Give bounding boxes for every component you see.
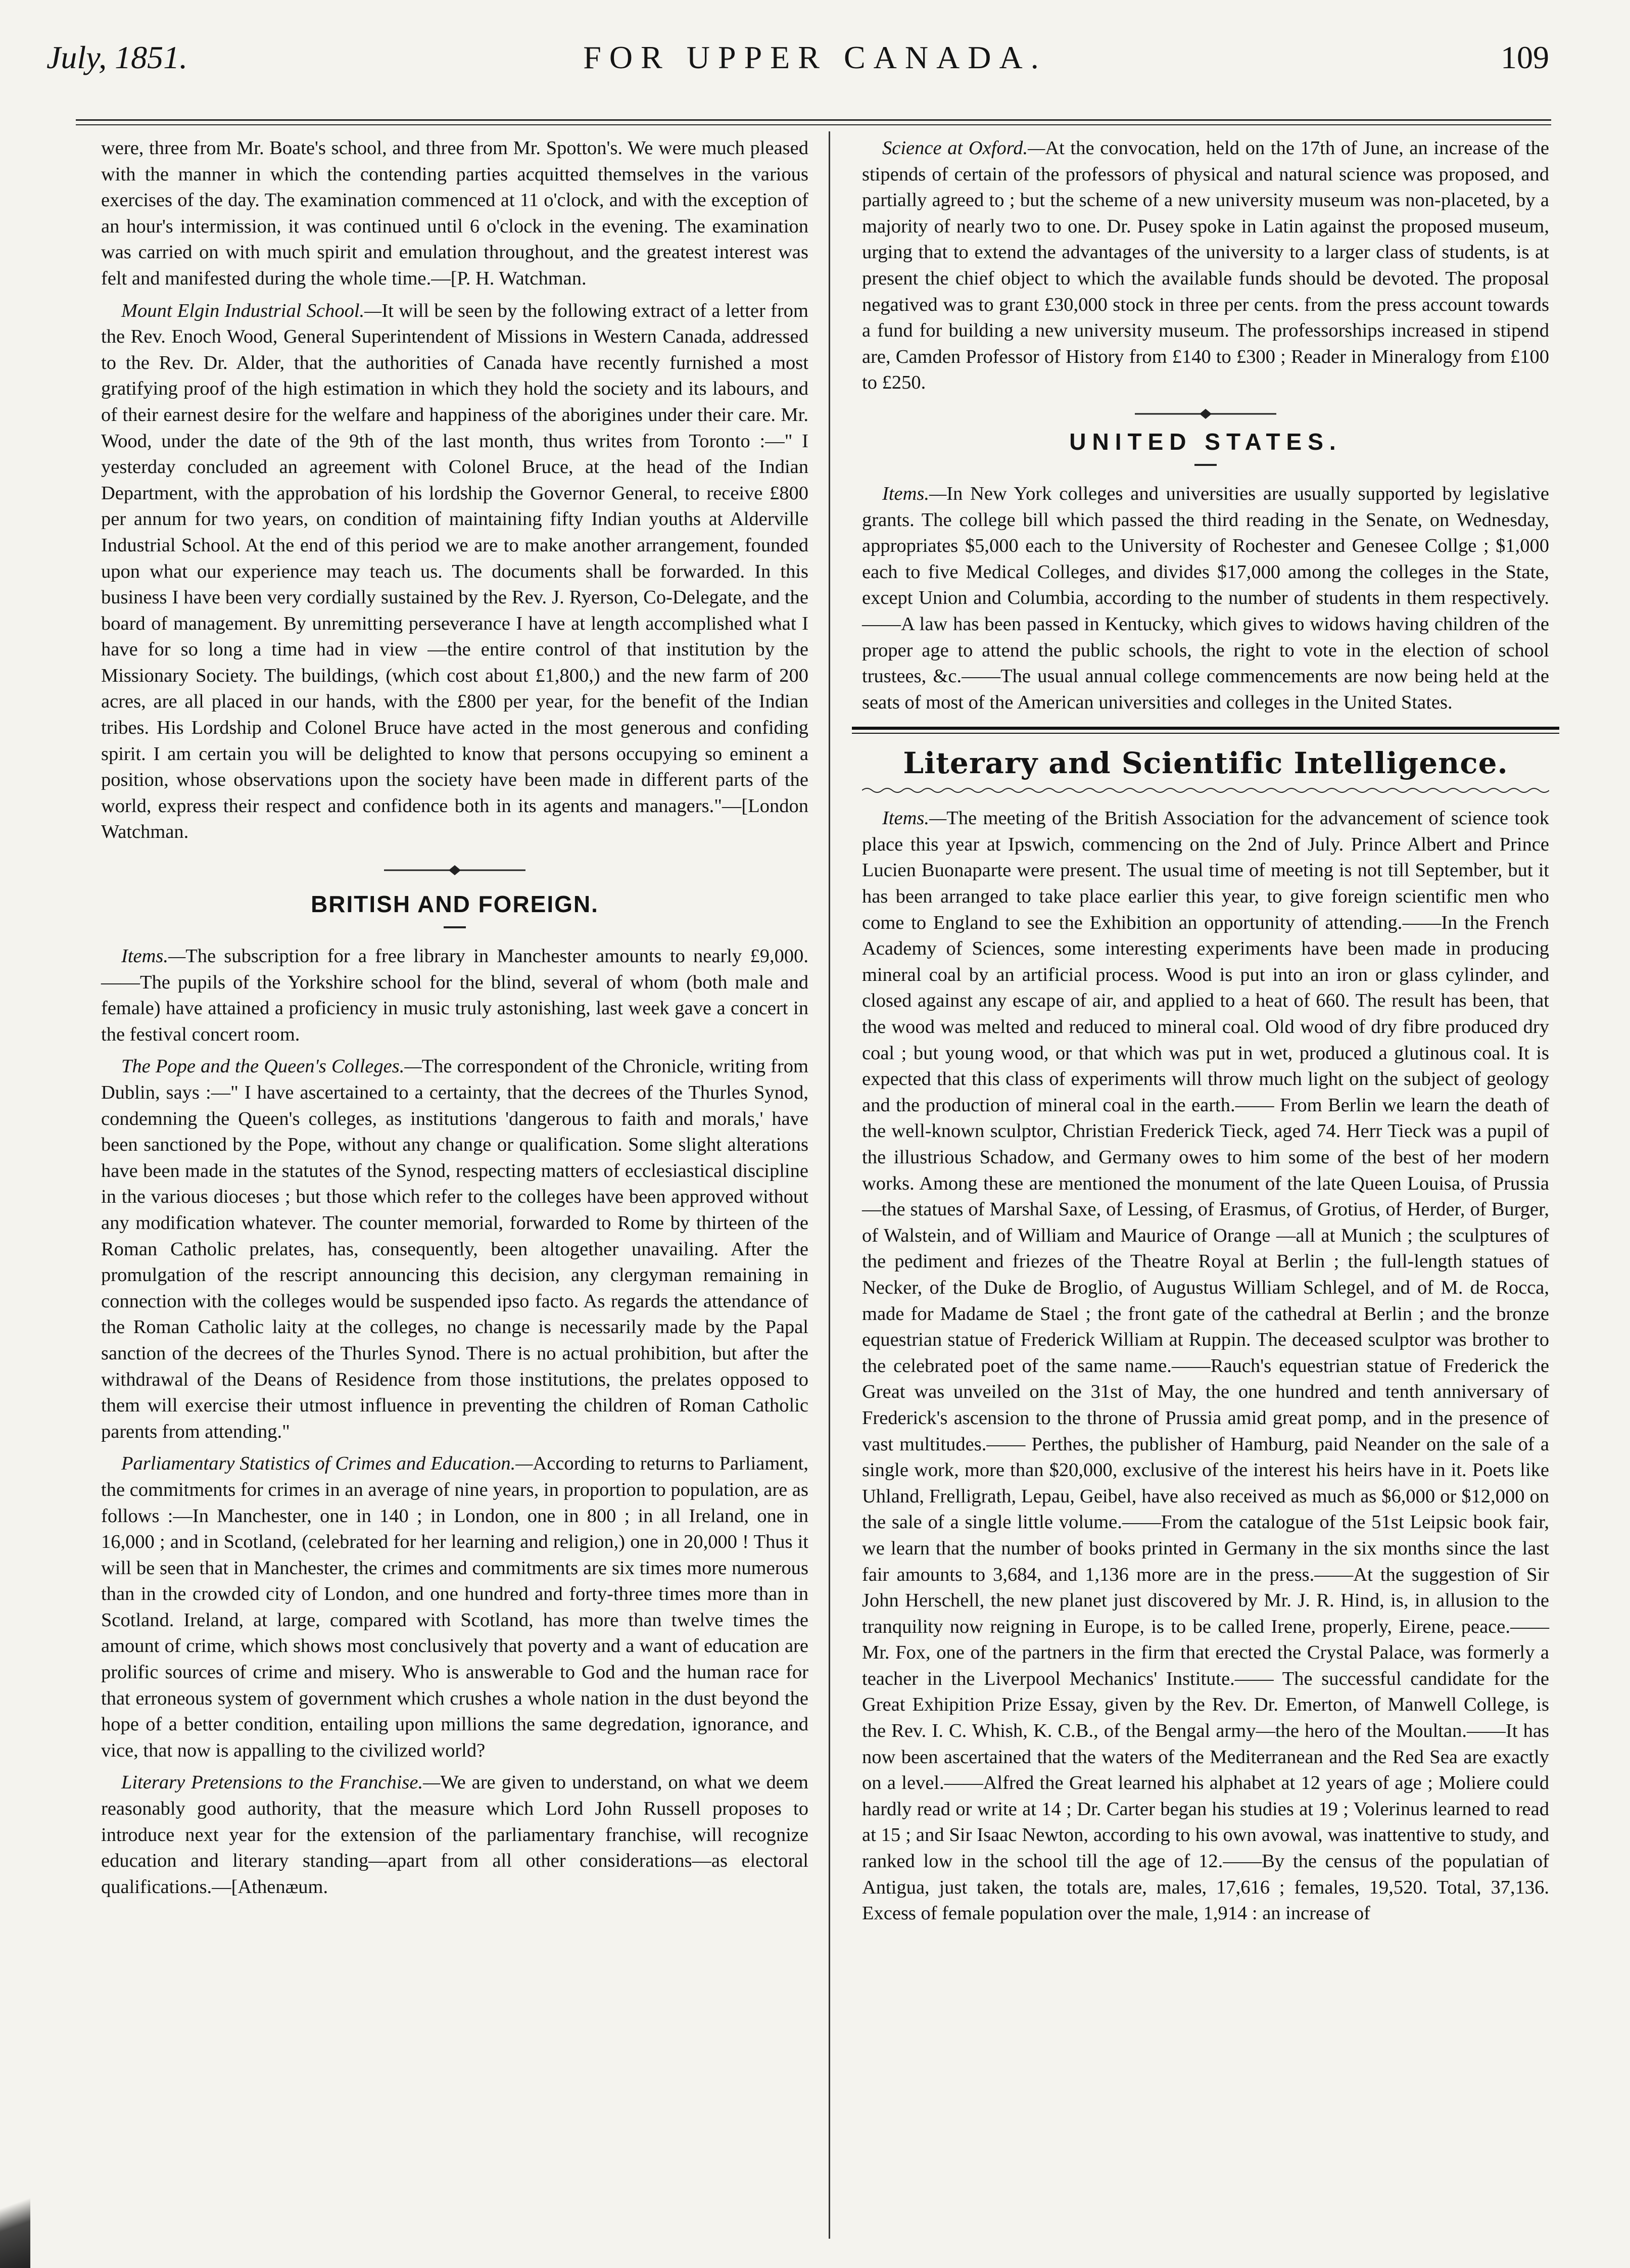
- ornament-divider-icon: [379, 863, 531, 878]
- wavy-rule-icon: [862, 784, 1549, 796]
- column-divider: [829, 131, 830, 2239]
- article-body: The subscription for a free library in Manchester amounts to nearly £9,000.——The pupils of the Yorkshire school for the blind, several of whom (both male and female) have attained a proficiency in music truly astonishing, last week gave a concert in the festival concert room.: [101, 946, 808, 1045]
- article-lead: Items.—: [121, 946, 186, 967]
- page-edge-shadow: [0, 2162, 30, 2268]
- article-body: The meeting of the British Association for the advancement of science took place this year at Ipswich, commencing on the 2nd of July. Prince Albert and Prince Lucien Buonaparte were present. The usual time of meeting is not till September, but it has been arranged to take place earlier this year, to give foreign scientific men who come to England to see the Exhibition an opportunity of attending.——In the French Academy of Sciences, some interesting experiments have been made in producing mineral coal by an artificial process. Wood is put into an iron or glass cylinder, and closed against any escape of air, and applied to a heat of 660. The result has been, that the wood was melted and reduced to mineral coal. Old wood of dry fibre produced dry coal ; but young wood, or that which was put in wet, produced a glutinous coal. It is expected that this class of experiments will throw much light on the subject of geology and the production of mineral coal in the earth.—— From Berlin we learn the death of the well-known sculptor, Christian Frederick Tieck, aged 74. Herr Tieck was a pupil of the illustrious Schadow, and Germany owes to him some of the best of her modern works. Among these are mentioned the monument of the late Queen Louisa, of Prussia—the statues of Marshal Saxe, of Lessing, of Erasmus, of Grotius, of Herder, of Burger, of Walstein, and of William and Maurice of Orange —all at Munich ; the sculptures of the pediment and friezes of the Theatre Royal at Berlin ; the full-length statues of Necker, of the Duke de Broglio, of Augustus William Schlegel, and of M. de Rocca, made for Madame de Stael ; the front gate of the cathedral at Berlin ; and the bronze equestrian statue of Frederick William at Ruppin. The deceased sculptor was brother to the celebrated poet of the same name.——Rauch's equestrian statue of Frederick the Great was unveiled on the 31st of May, the one hundred and tenth anniversary of Frederick's ascension to the throne of Prussia amid great pomp, and in the presence of vast multitudes.—— Perthes, the publisher of Hamburg, paid Neander on the sale of a single work, more than $20,000, exclusive of the interest his heirs have in it. Poets like Uhland, Frelligrath, Lepau, Geibel, have also received as much as $6,000 or $12,000 on the sale of a single little volume.——From the catalogue of the 51st Leipsic book fair, we learn that the number of books printed in Germany in the six months since the last fair amounts to 3,684, and 1,136 more are in the press.——At the suggestion of Sir John Herschell, the new planet just discovered by Mr. J. R. Hind, is, in allusion to the tranquility now reigning in Europe, is to be called Irene, properly, Eirene, peace.——Mr. Fox, one of the partners in the firm that erected the Crystal Palace, was formerly a teacher in the Liverpool Mechanics' Institute.—— The successful candidate for the Great Exhipition Prize Essay, given by the Rev. Dr. Emerton, of Manwell College, is the Rev. I. C. Whish, K. C.B., of the Bengal army—the hero of the Moultan.——It has now been ascertained that the waters of the Mediterranean and the Red Sea are exactly on a level.——Alfred the Great learned his alphabet at 12 years of age ; Moliere could hardly read or write at 14 ; Dr. Carter began his studies at 19 ; Volerinus learned to read at 15 ; and Sir Isaac Newton, according to his own avowal, was inattentive to study, and ranked low in the school till the age of 12.——By the census of the populatian of Antigua, just taken, the totals are, males, 17,616 ; females, 19,520. Total, 37,136. Excess of female population over the male, 1,914 : an increase of: [862, 808, 1549, 1924]
- article-lead: Literary Pretensions to the Franchise.—: [121, 1772, 441, 1793]
- article-lead: Mount Elgin Industrial School.—: [121, 300, 382, 321]
- header-rule: [76, 119, 1551, 121]
- section-heading-literary-scientific: Literary and Scientific Intelligence.: [903, 746, 1508, 781]
- article-literary-items: [862, 806, 1549, 1927]
- article-parliamentary: [101, 1451, 808, 1764]
- article-lead: Items.—: [882, 483, 947, 504]
- section-double-rule: [852, 727, 1559, 734]
- article-body: In New York colleges and universities are usually supported by legislative grants. The college bill which passed the third reading in the Senate, on Wednesday, appropriates $5,000 each to the University of Rochester and Genesee Collge ; $1,000 each to five Medical Colleges, and divides $17,000 among the colleges in the State, except Union and Columbia, according to the number of students in them respectively.——A law has been passed in Kentucky, which gives to widows having children of the proper age to attend the public schools, the right to vote in the election of school trustees, &c.——The usual annual college commencements are now being held at the seats of most of the American universities and colleges in the United States.: [862, 483, 1549, 713]
- article-body: According to returns to Parliament, the commitments for crimes in an average of nine years, in proportion to population, are as follows :—In Manchester, one in 140 ; in London, one in 800 ; in all Ireland, one in 16,000 ; and in Scotland, (celebrated for her learning and religion,) one in 20,000 ! Thus it will be seen that in Manchester, the crimes and commitments are six times more numerous than in the crowded city of London, and one hundred and forty-three times more than in Scotland. Ireland, at large, compared with Scotland, has more than twelve times the amount of crime, which shows most conclusively that poverty and a want of education are prolific sources of crime and misery. Who is answerable to God and the human race for that erroneous system of government which crushes a whole nation in the dust beyond the hope of a better condition, entailing upon millions the same degredation, ignorance, and vice, that now is appalling to the civilized world?: [101, 1453, 808, 1761]
- left-column: [101, 135, 808, 1900]
- section-heading-british: BRITISH AND FOREIGN.: [311, 891, 599, 918]
- article-body: It will be seen by the following extract of a letter from the Rev. Enoch Wood, General Superintendent of Missions in Western Canada, addressed to the Rev. Dr. Alder, that the authorities of Canada have recently furnished a most gratifying proof of the high estimation in which they hold the society and its labours, and of their earnest desire for the welfare and happiness of the aborigines under their care. Mr. Wood, under the date of the 9th of the last month, thus writes from Toronto :—" I yesterday concluded an agreement with Colonel Bruce, at the head of the Indian Department, with the approbation of his lordship the Governor General, to receive £800 per annum for two years, on condition of maintaining fifty Indian youths at Alderville Industrial School. At the end of this period we are to make another arrangement, founded upon what our experience may teach us. The documents shall be forwarded. In this business I have been very cordially sustained by the Rev. J. Ryerson, Co-Delegate, and the board of management. By unremitting perseverance I have at length accomplished what I have for so long a time had in view —the entire control of that institution by the Missionary Society. The buildings, (which cost about £1,800,) and the new farm of 200 acres, are all placed in our hands, with the £800 per year, for the benefit of the Indian tribes. His Lordship and Colonel Bruce have acted in the most generous and confiding spirit. I am certain you will be delighted to know that persons occupying so eminent a position, whose observations upon the society have been made in different parts of the world, express their respect and confidence both in its agents and managers."—[London Watchman.: [101, 300, 808, 843]
- heading-dash: [444, 926, 466, 928]
- article-body: At the convocation, held on the 17th of June, an increase of the stipends of certain of the professors of physical and natural science was proposed, and partially agreed to ; but the scheme of a new university museum was non-placeted, by a majority of nearly two to one. Dr. Pusey spoke in Latin against the proposed museum, urging that to extend the advantages of the university to a larger class of students, is at present the chief object to which the available funds should be devoted. The proposal negatived was to grant £30,000 stock in three per cents. from the press account towards a fund for building a new university museum. The professorships increased in stipend are, Camden Professor of History from £140 to £300 ; Reader in Mineralogy from £100 to £250.: [862, 137, 1549, 394]
- article-lead: Science at Oxford.—: [882, 137, 1045, 159]
- header-title: FOR UPPER CANADA.: [583, 39, 1047, 75]
- heading-dash: [1194, 464, 1217, 466]
- header-rule-thin: [76, 124, 1551, 125]
- article-oxford: [862, 135, 1549, 396]
- article-us-items: [862, 481, 1549, 716]
- section-heading-united-states: UNITED STATES.: [1069, 428, 1342, 455]
- article-lead: The Pope and the Queen's Colleges.—: [121, 1056, 422, 1077]
- header-date: July, 1851.: [46, 39, 188, 75]
- right-column: [862, 135, 1549, 1927]
- page-number: 109: [1501, 39, 1549, 75]
- article-body: The correspondent of the Chronicle, writing from Dublin, says :—" I have ascertained to a certainty, that the decrees of the Thurles Synod, condemning the Queen's colleges, as institutions 'dangerous to faith and morals,' have been sanctioned by the Pope, without any change or qualification. Some slight alterations have been made in the statutes of the Synod, respecting matters of ecclesiastical discipline in the various dioceses ; but those which refer to the colleges have been approved without any modification whatever. The counter memorial, forwarded to Rome by thirteen of the Roman Catholic prelates, has, consequently, been altogether unavailing. After the promulgation of the rescript announcing this decision, any clergyman remaining in connection with the colleges would be suspended ipso facto. As regards the attendance of the Roman Catholic laity at the colleges, no change is necessarily made by the Papal sanction of the decrees of the Thurles Synod. There is no actual prohibition, but after the withdrawal of the Deans of Residence from those institutions, the prelates opposed to them will exercise their utmost influence in preventing the children of Roman Catholic parents from attending.": [101, 1056, 808, 1442]
- article-literary-franchise: [101, 1770, 808, 1900]
- ornament-divider-icon: [1130, 406, 1281, 421]
- article-lead: Parliamentary Statistics of Crimes and Education.—: [121, 1453, 533, 1475]
- article-pope: [101, 1054, 808, 1445]
- article-mount-elgin: [101, 298, 808, 845]
- article-continuation: were, three from Mr. Boate's school, and three from Mr. Spotton's. We were much pleased with the manner in which the contending parties acquitted themselves in the various exercises of the day. The examination commenced at 11 o'clock, and with the exception of an hour's intermission, it was continued until 6 o'clock in the evening. The examination was carried on with much spirit and emulation throughout, and the greatest interest was felt and manifested during the whole time.—[P. H. Watchman.: [101, 137, 808, 289]
- article-lead: Items.—: [882, 808, 947, 829]
- article-items: [101, 943, 808, 1048]
- article-body: We are given to understand, on what we deem reasonably good authority, that the measure which Lord John Russell proposes to introduce next year for the extension of the parliamentary franchise, will recognize education and literary standing—apart from all other considerations—as electoral qualifications.—[Athenæum.: [101, 1772, 808, 1898]
